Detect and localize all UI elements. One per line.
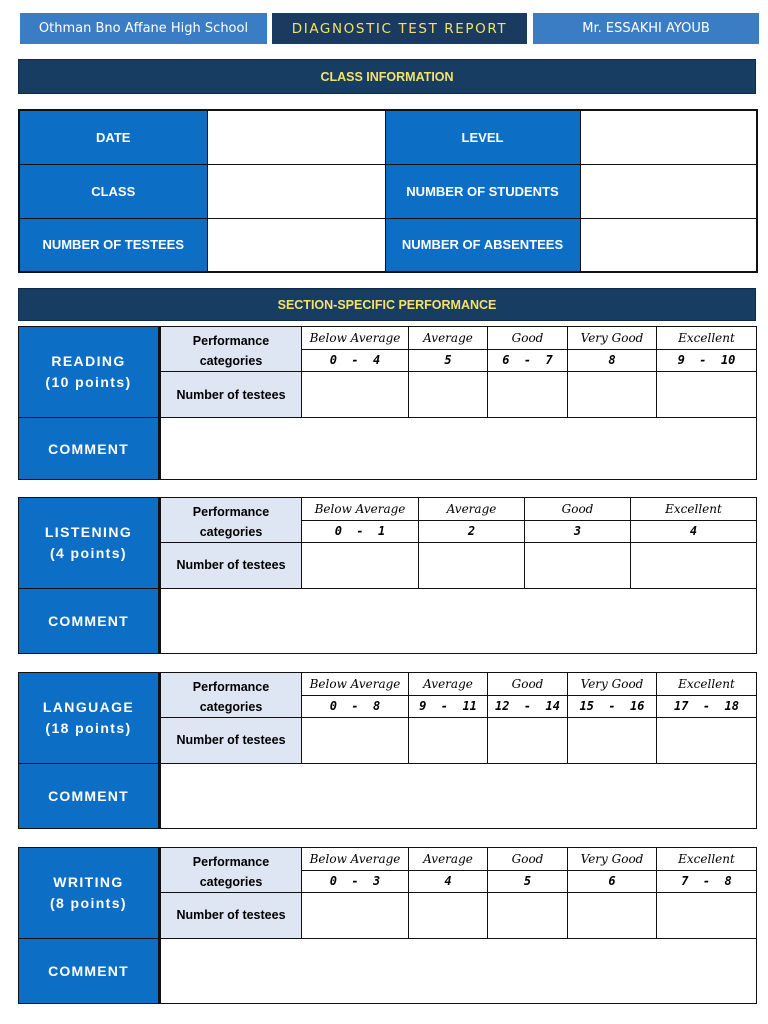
date-field[interactable]	[207, 110, 385, 164]
testee-count-cell[interactable]	[525, 543, 631, 588]
category-label: Good	[488, 848, 568, 871]
number-of-testees-label: Number of testees	[160, 543, 302, 588]
number-of-testees-label: Number of testees	[160, 718, 302, 763]
score-range: 8	[568, 349, 657, 372]
comment-label: COMMENT	[19, 938, 160, 1003]
category-label: Good	[525, 498, 631, 521]
testee-count-cell[interactable]	[302, 543, 419, 588]
testee-count-cell[interactable]	[488, 718, 568, 763]
level-label: LEVEL	[385, 110, 580, 164]
class-field[interactable]	[207, 164, 385, 218]
score-range: 3	[525, 520, 631, 543]
category-label: Good	[488, 327, 568, 350]
testee-count-cell[interactable]	[302, 718, 409, 763]
score-range: 0 - 8	[302, 695, 409, 718]
score-range: 6 - 7	[488, 349, 568, 372]
reading-comment-field[interactable]	[160, 418, 757, 480]
testee-count-cell[interactable]	[488, 372, 568, 418]
number-of-testees-label: Number of testees	[160, 893, 302, 938]
category-label: Excellent	[657, 848, 757, 871]
number-of-testees-field[interactable]	[207, 218, 385, 272]
category-label: Below Average	[302, 673, 409, 696]
category-label: Excellent	[657, 673, 757, 696]
testee-count-cell[interactable]	[568, 718, 657, 763]
testee-count-cell[interactable]	[409, 372, 488, 418]
writing-comment-field[interactable]	[160, 938, 757, 1003]
performance-categories-label: Performance categories	[160, 498, 302, 543]
category-label: Average	[409, 848, 488, 871]
testee-count-cell[interactable]	[657, 372, 757, 418]
language-section-title: LANGUAGE (18 points)	[19, 673, 160, 764]
category-label: Average	[409, 673, 488, 696]
category-label: Good	[488, 673, 568, 696]
writing-section-title: WRITING (8 points)	[19, 848, 160, 939]
writing-section	[18, 847, 757, 1004]
score-range: 0 - 3	[302, 870, 409, 893]
testee-count-cell[interactable]	[302, 893, 409, 938]
listening-comment-field[interactable]	[160, 588, 757, 653]
category-label: Very Good	[568, 848, 657, 871]
performance-categories-label: Performance categories	[160, 848, 302, 893]
score-range: 12 - 14	[488, 695, 568, 718]
score-range: 5	[488, 870, 568, 893]
performance-categories-label: Performance categories	[160, 673, 302, 718]
category-label: Very Good	[568, 673, 657, 696]
score-range: 4	[409, 870, 488, 893]
class-label: CLASS	[19, 164, 207, 218]
testee-count-cell[interactable]	[419, 543, 525, 588]
school-name: Othman Bno Affane High School	[20, 13, 267, 44]
category-label: Excellent	[657, 327, 757, 350]
number-of-testees-label: NUMBER OF TESTEES	[19, 218, 207, 272]
section-performance-heading: SECTION-SPECIFIC PERFORMANCE	[18, 288, 756, 321]
comment-label: COMMENT	[19, 588, 160, 653]
category-label: Very Good	[568, 327, 657, 350]
class-information-table	[18, 109, 758, 273]
number-of-absentees-field[interactable]	[580, 218, 757, 272]
category-label: Average	[409, 327, 488, 350]
category-label: Below Average	[302, 327, 409, 350]
number-of-testees-label: Number of testees	[160, 372, 302, 418]
testee-count-cell[interactable]	[302, 372, 409, 418]
testee-count-cell[interactable]	[568, 893, 657, 938]
listening-section-title: LISTENING (4 points)	[19, 498, 160, 589]
number-of-absentees-label: NUMBER OF ABSENTEES	[385, 218, 580, 272]
testee-count-cell[interactable]	[657, 718, 757, 763]
performance-categories-label: Performance categories	[160, 327, 302, 372]
testee-count-cell[interactable]	[568, 372, 657, 418]
score-range: 9 - 10	[657, 349, 757, 372]
reading-section-title: READING (10 points)	[19, 327, 160, 418]
score-range: 9 - 11	[409, 695, 488, 718]
testee-count-cell[interactable]	[409, 718, 488, 763]
score-range: 2	[419, 520, 525, 543]
testee-count-cell[interactable]	[409, 893, 488, 938]
score-range: 0 - 4	[302, 349, 409, 372]
score-range: 5	[409, 349, 488, 372]
testee-count-cell[interactable]	[631, 543, 757, 588]
testee-count-cell[interactable]	[488, 893, 568, 938]
score-range: 15 - 16	[568, 695, 657, 718]
category-label: Below Average	[302, 848, 409, 871]
score-range: 7 - 8	[657, 870, 757, 893]
category-label: Below Average	[302, 498, 419, 521]
language-section	[18, 672, 757, 829]
listening-section	[18, 497, 757, 654]
comment-label: COMMENT	[19, 418, 160, 480]
category-label: Average	[419, 498, 525, 521]
score-range: 6	[568, 870, 657, 893]
reading-section	[18, 326, 757, 480]
testee-count-cell[interactable]	[657, 893, 757, 938]
language-comment-field[interactable]	[160, 763, 757, 828]
score-range: 4	[631, 520, 757, 543]
score-range: 17 - 18	[657, 695, 757, 718]
class-information-heading: CLASS INFORMATION	[18, 59, 756, 94]
number-of-students-label: NUMBER OF STUDENTS	[385, 164, 580, 218]
number-of-students-field[interactable]	[580, 164, 757, 218]
date-label: DATE	[19, 110, 207, 164]
report-title: DIAGNOSTIC TEST REPORT	[272, 13, 527, 44]
teacher-name: Mr. ESSAKHI AYOUB	[533, 13, 759, 44]
comment-label: COMMENT	[19, 763, 160, 828]
level-field[interactable]	[580, 110, 757, 164]
category-label: Excellent	[631, 498, 757, 521]
score-range: 0 - 1	[302, 520, 419, 543]
